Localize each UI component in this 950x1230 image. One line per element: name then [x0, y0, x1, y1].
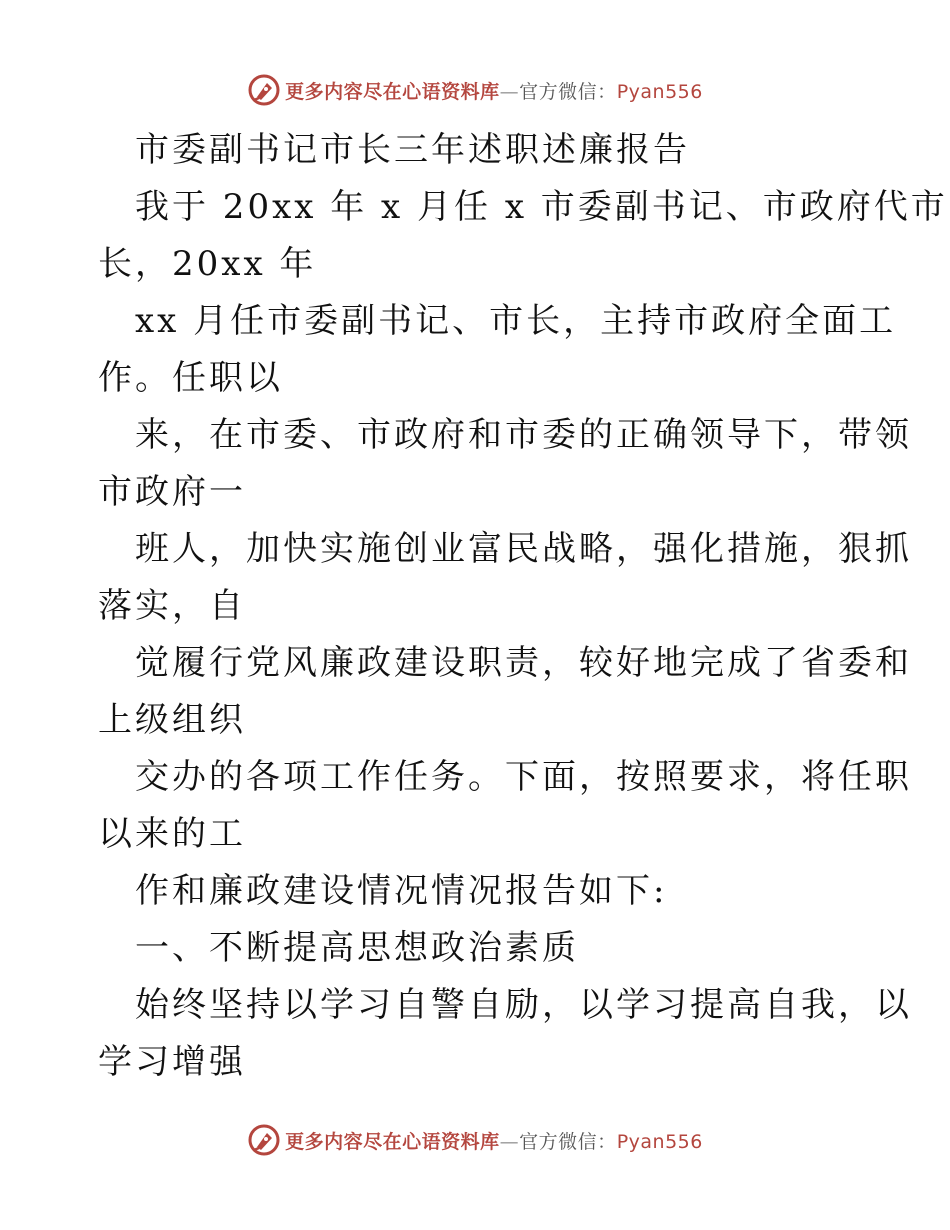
paragraph-line: 上级组织 — [98, 700, 246, 740]
pen-nib-logo-icon — [247, 1123, 281, 1157]
document-title: 市委副书记市长三年述职述廉报告 — [135, 130, 690, 170]
footer-watermark — [0, 1122, 950, 1158]
paragraph-line: 觉履行党风廉政建设职责，较好地完成了省委和 — [135, 643, 912, 683]
section-heading: 一、不断提高思想政治素质 — [135, 928, 579, 968]
paragraph-line: 以来的工 — [98, 814, 246, 854]
watermark-separator: — — [499, 80, 520, 103]
paragraph-line: 班人，加快实施创业富民战略，强化措施，狠抓 — [135, 529, 912, 569]
watermark-group — [247, 1123, 703, 1157]
paragraph-line: 交办的各项工作任务。下面，按照要求，将任职 — [135, 757, 912, 797]
pen-nib-logo-icon — [247, 73, 281, 107]
paragraph-line: 落实，自 — [98, 586, 246, 626]
paragraph-line: 来，在市委、市政府和市委的正确领导下，带领 — [135, 415, 912, 455]
paragraph-line: 学习增强 — [98, 1042, 246, 1082]
watermark-label: 官方微信： — [519, 80, 617, 103]
header-watermark — [0, 72, 950, 108]
watermark-label: 官方微信： — [519, 1130, 617, 1153]
paragraph-line: 长，20xx 年 — [98, 244, 317, 284]
watermark-handle: Pyan556 — [616, 1130, 703, 1153]
paragraph-line: 始终坚持以学习自警自励，以学习提高自我，以 — [135, 985, 912, 1025]
paragraph-line: 作。任职以 — [98, 358, 283, 398]
paragraph-line: 市政府一 — [98, 472, 246, 512]
watermark-text — [285, 1127, 703, 1154]
paragraph-line: 我于 20xx 年 x 月任 x 市委副书记、市政府代市 — [135, 187, 948, 227]
watermark-brand: 更多内容尽在心语资料库 — [285, 1130, 500, 1153]
paragraph-line: xx 月任市委副书记、市长，主持市政府全面工 — [135, 301, 897, 341]
watermark-text — [285, 77, 703, 104]
watermark-group — [247, 73, 703, 107]
watermark-handle: Pyan556 — [616, 80, 703, 103]
watermark-separator: — — [499, 1130, 520, 1153]
paragraph-line: 作和廉政建设情况情况报告如下: — [135, 871, 668, 911]
watermark-brand: 更多内容尽在心语资料库 — [285, 80, 500, 103]
